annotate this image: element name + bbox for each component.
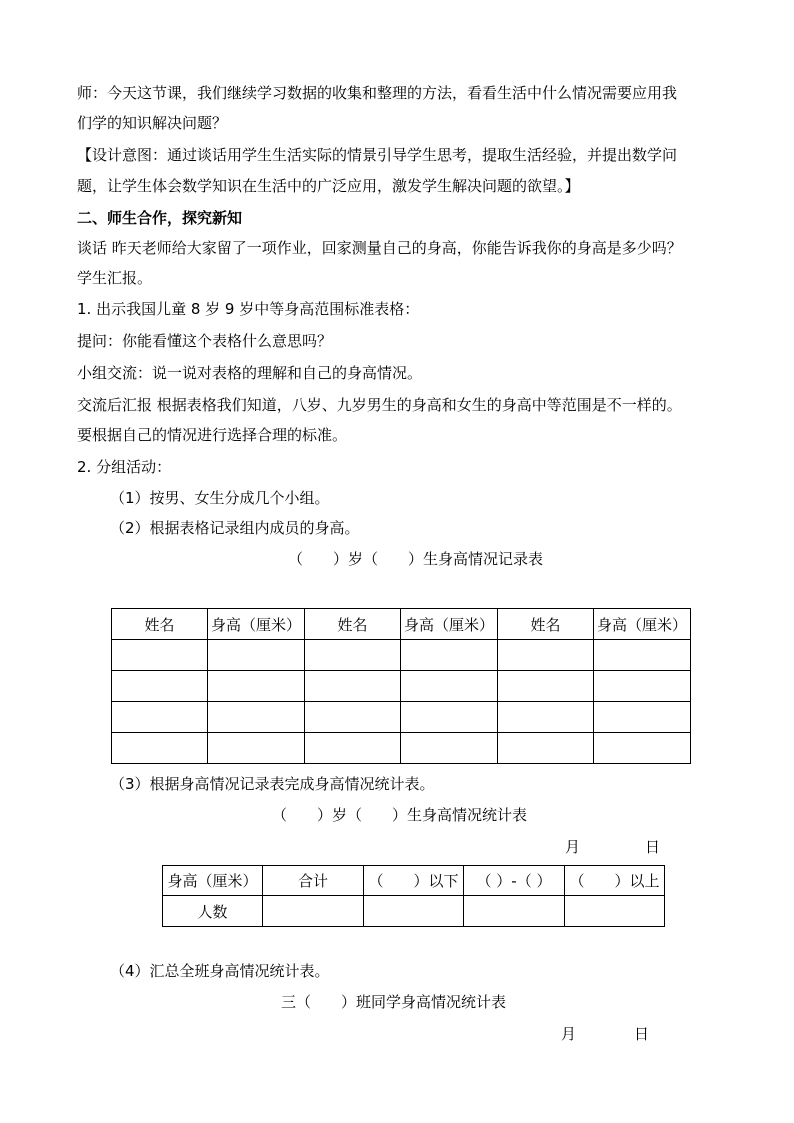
table-cell[interactable] — [401, 733, 498, 764]
table-cell[interactable] — [498, 671, 594, 702]
header-height: 身高（厘米） — [401, 609, 498, 640]
header-height: 身高（厘米） — [208, 609, 305, 640]
class-date-day: 日 — [634, 1025, 650, 1043]
paragraph-step-1: 1. 出示我国儿童 8 岁 9 岁中等身高范围标准表格： — [77, 300, 420, 318]
table-cell[interactable] — [594, 733, 691, 764]
header-height: 身高（厘米） — [163, 866, 263, 896]
table-cell[interactable] — [305, 733, 401, 764]
table-cell[interactable] — [208, 671, 305, 702]
table-row — [163, 896, 665, 927]
table-cell[interactable] — [498, 702, 594, 733]
record-table — [111, 608, 691, 764]
paragraph-design-2: 题，让学生体会数学知识在生活中的广泛应用，激发学生解决问题的欲望。】 — [77, 177, 580, 195]
table-cell[interactable] — [364, 896, 464, 927]
sub-step-4: （4）汇总全班身高情况统计表。 — [110, 962, 330, 980]
section-heading: 二、师生合作，探究新知 — [77, 209, 243, 227]
header-below: （ ）以下 — [364, 866, 464, 896]
sub-step-2: （2）根据表格记录组内成员的身高。 — [110, 519, 360, 537]
table-cell[interactable] — [464, 896, 565, 927]
table-cell[interactable] — [263, 896, 364, 927]
table-cell[interactable] — [498, 733, 594, 764]
stats-date-month: 月 — [565, 838, 581, 856]
stats-table-title: （ ）岁（ ）生身高情况统计表 — [272, 806, 528, 824]
paragraph-report: 学生汇报。 — [77, 269, 153, 287]
stats-date-day: 日 — [645, 838, 661, 856]
class-date-month: 月 — [561, 1025, 577, 1043]
paragraph-step-2: 2. 分组活动： — [77, 458, 172, 476]
table-cell[interactable] — [112, 733, 208, 764]
stats-table — [162, 865, 665, 927]
table-row — [112, 702, 691, 733]
header-name: 姓名 — [112, 609, 208, 640]
paragraph-summary-2: 要根据自己的情况进行选择合理的标准。 — [77, 426, 348, 444]
table-cell[interactable] — [305, 640, 401, 671]
table-cell[interactable] — [401, 640, 498, 671]
table-cell[interactable] — [112, 640, 208, 671]
paragraph-group-talk: 小组交流：说一说对表格的理解和自己的身高情况。 — [77, 364, 423, 382]
table-cell[interactable] — [594, 640, 691, 671]
table-cell[interactable] — [498, 640, 594, 671]
stats-table-header — [163, 866, 665, 896]
table-row — [112, 671, 691, 702]
header-total: 合计 — [263, 866, 364, 896]
paragraph-question: 提问：你能看懂这个表格什么意思吗？ — [77, 332, 333, 350]
table-cell[interactable] — [208, 733, 305, 764]
table-cell[interactable] — [565, 896, 665, 927]
table-cell[interactable] — [594, 671, 691, 702]
header-name: 姓名 — [305, 609, 401, 640]
table-cell[interactable] — [305, 702, 401, 733]
table-cell[interactable] — [401, 671, 498, 702]
table-row — [112, 640, 691, 671]
row-label-count: 人数 — [163, 896, 263, 927]
paragraph-summary-1: 交流后汇报 根据表格我们知道，八岁、九岁男生的身高和女生的身高中等范围是不一样的。 — [77, 396, 682, 414]
paragraph-talk: 谈话 昨天老师给大家留了一项作业，回家测量自己的身高，你能告诉我你的身高是多少吗？ — [77, 239, 682, 257]
table-cell[interactable] — [208, 640, 305, 671]
header-name: 姓名 — [498, 609, 594, 640]
header-range: （ ）-（ ） — [464, 866, 565, 896]
table-cell[interactable] — [208, 702, 305, 733]
paragraph-intro-1: 师：今天这节课，我们继续学习数据的收集和整理的方法，看看生活中什么情况需要应用我 — [77, 84, 678, 102]
table-cell[interactable] — [112, 702, 208, 733]
table-row — [112, 733, 691, 764]
table-cell[interactable] — [401, 702, 498, 733]
table-cell[interactable] — [594, 702, 691, 733]
sub-step-3: （3）根据身高情况记录表完成身高情况统计表。 — [110, 775, 435, 793]
record-table-title: （ ）岁（ ）生身高情况记录表 — [288, 550, 544, 568]
paragraph-design-1: 【设计意图：通过谈话用学生生活实际的情景引导学生思考，提取生活经验，并提出数学问 — [77, 146, 678, 164]
table-cell[interactable] — [305, 671, 401, 702]
header-height: 身高（厘米） — [594, 609, 691, 640]
paragraph-intro-2: 们学的知识解决问题？ — [77, 114, 228, 132]
class-table-title: 三（ ）班同学身高情况统计表 — [281, 993, 507, 1011]
sub-step-1: （1）按男、女生分成几个小组。 — [110, 489, 330, 507]
record-table-header — [112, 609, 691, 640]
header-above: （ ）以上 — [565, 866, 665, 896]
table-cell[interactable] — [112, 671, 208, 702]
